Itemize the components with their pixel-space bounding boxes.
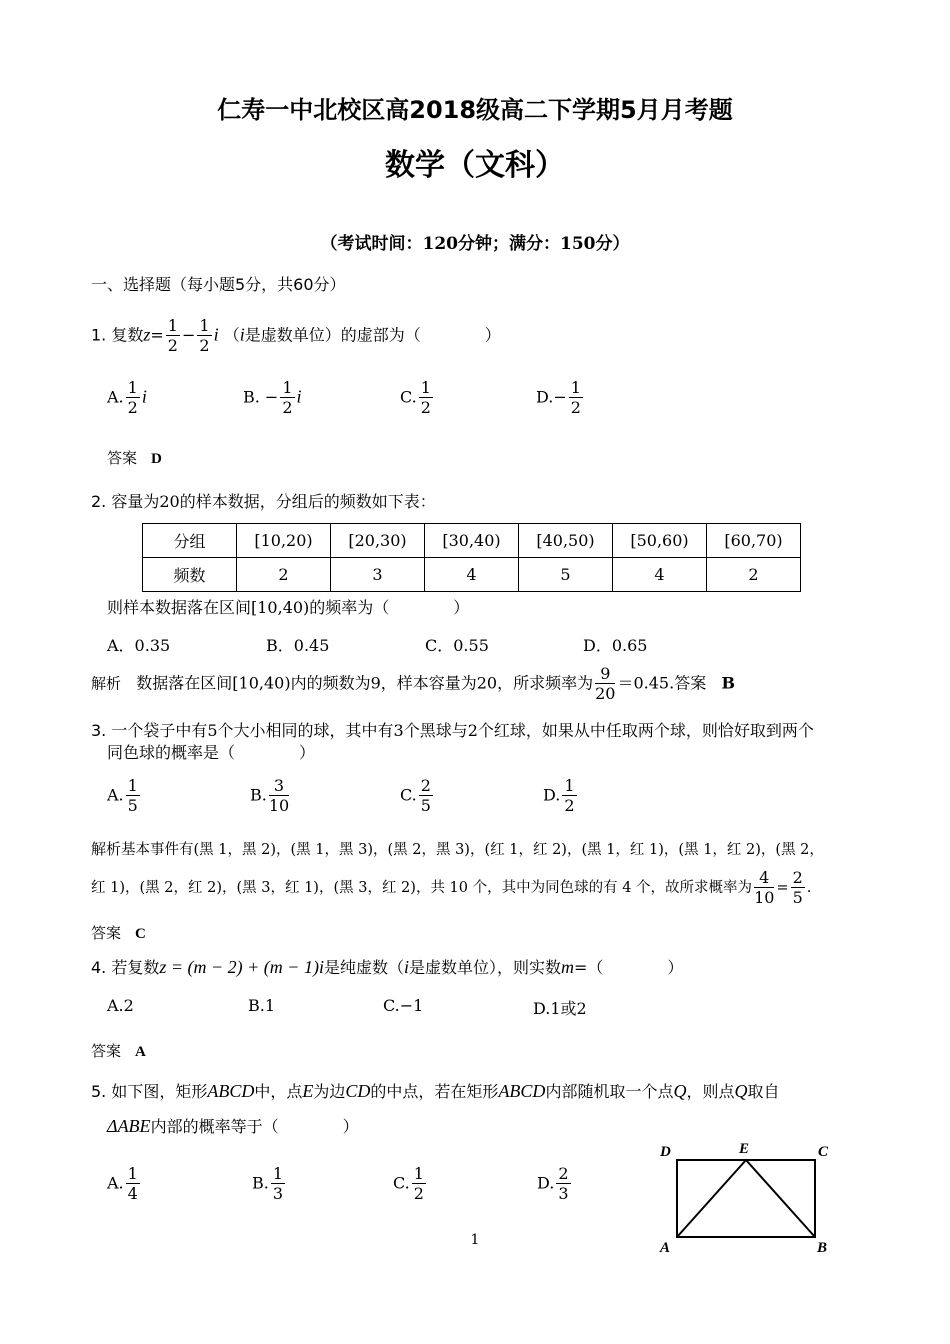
label-c: C xyxy=(818,1144,829,1160)
page-number: 1 xyxy=(470,1232,480,1248)
option-b: B.1 xyxy=(248,996,276,1015)
table-cell: [20,30) xyxy=(331,524,425,558)
question-3-stem-line2: 同色球的概率是（ ） xyxy=(107,743,316,762)
answer-4: 答案 A xyxy=(91,1042,146,1060)
subject-title: 数学（文科） xyxy=(385,148,565,183)
table-cell: 2 xyxy=(707,558,801,592)
rectangle-abcd xyxy=(677,1160,815,1237)
option-a: A. $\frac{1}{5}$ xyxy=(107,776,138,815)
section-heading: 一、选择题（每小题5分，共60分） xyxy=(91,275,346,294)
option-d: D．0.65 xyxy=(583,636,648,655)
option-b: B. $\frac{3}{10}$ xyxy=(250,776,290,815)
option-d: D.− $\frac{1}{2}$ xyxy=(536,378,581,417)
label-b: B xyxy=(817,1240,828,1256)
table-cell: 分组 xyxy=(143,524,237,558)
question-number: 1. xyxy=(91,325,107,345)
table-cell: 频数 xyxy=(143,558,237,592)
table-cell: 2 xyxy=(237,558,331,592)
option-c: C．0.55 xyxy=(425,636,489,655)
option-d: D.1或2 xyxy=(533,999,587,1018)
exam-info: （考试时间：120分钟；满分：150分） xyxy=(320,234,630,254)
analysis-3-line2: 红 1)，(黑 2，红 2)，(黑 3，红 1)，(黑 3，红 2)，共 10 个，其中为同色球的有 4 个，故所求概率为 $\frac{4}{10}$ = $\frac{2}{5}$ . xyxy=(91,868,812,907)
option-c: C.−1 xyxy=(383,996,424,1015)
option-b: B. $\frac{1}{3}$ xyxy=(252,1164,284,1203)
option-a: A.2 xyxy=(107,996,134,1015)
table-row xyxy=(143,558,801,592)
option-b: B．0.45 xyxy=(266,636,330,655)
option-c: C. $\frac{1}{2}$ xyxy=(393,1164,424,1203)
table-cell: [40,50) xyxy=(519,524,613,558)
question-4-stem: 4. 若复数z = (m − 2) + (m − 1)i是纯虚数（i是虚数单位），则实数m=（ ） xyxy=(91,957,684,977)
label-e: E xyxy=(739,1141,750,1157)
segment-ae xyxy=(677,1160,746,1237)
question-1-stem: 1. 复数z= $\frac{1}{2}$ − $\frac{1}{2}$ i （i是虚数单位）的虚部为（ ） xyxy=(91,316,501,355)
answer-3: 答案 C xyxy=(91,924,146,942)
analysis-2: 解析 数据落在区间[10,40)内的频数为9，样本容量为20，所求频率为 $\frac{9}{20}$ ＝0.45.答案 B xyxy=(91,664,735,703)
option-a: A. $\frac{1}{4}$ xyxy=(107,1164,138,1203)
option-c: C. $\frac{1}{2}$ xyxy=(400,378,431,417)
table-cell: [50,60) xyxy=(613,524,707,558)
option-a: A. $\frac{1}{2}$ i xyxy=(107,378,147,417)
question-5-stem-line2: ΔABE内部的概率等于（ ） xyxy=(107,1116,359,1136)
analysis-3-line1: 解析基本事件有(黑 1，黑 2)，(黑 1，黑 3)，(黑 2，黑 3)，(红 1，红 2)，(黑 1，红 1)，(黑 1，红 2)，(黑 2， xyxy=(91,840,824,858)
option-a: A．0.35 xyxy=(107,636,171,655)
table-cell: 4 xyxy=(425,558,519,592)
answer-1: 答案 D xyxy=(107,449,162,467)
option-d: D. $\frac{2}{3}$ xyxy=(537,1164,569,1203)
question-5-stem: 5. 如下图，矩形ABCD中，点E为边CD的中点，若在矩形ABCD内部随机取一个点Q，则点Q取自 xyxy=(91,1081,780,1101)
table-row xyxy=(143,524,801,558)
segment-eb xyxy=(746,1160,815,1237)
table-cell: 5 xyxy=(519,558,613,592)
label-d: D xyxy=(660,1144,671,1160)
table-cell: [60,70) xyxy=(707,524,801,558)
option-c: C. $\frac{2}{5}$ xyxy=(400,776,431,815)
question-2-stem: 2. 容量为20的样本数据，分组后的频数如下表： xyxy=(91,492,436,511)
table-cell: [30,40) xyxy=(425,524,519,558)
option-b: B. − $\frac{1}{2}$ i xyxy=(243,378,302,417)
question-2-prompt: 则样本数据落在区间[10,40)的频率为（ ） xyxy=(107,598,470,617)
label-a: A xyxy=(660,1240,671,1256)
table-cell: 4 xyxy=(613,558,707,592)
option-d: D. $\frac{1}{2}$ xyxy=(543,776,575,815)
table-cell: [10,20) xyxy=(237,524,331,558)
table-cell: 3 xyxy=(331,558,425,592)
question-3-stem: 3. 一个袋子中有5个大小相同的球，其中有3个黑球与2个红球，如果从中任取两个球，则恰好取到两个 xyxy=(91,721,814,740)
exam-title: 仁寿一中北校区高2018级高二下学期5月月考题 xyxy=(217,96,733,124)
frequency-table xyxy=(142,523,801,592)
